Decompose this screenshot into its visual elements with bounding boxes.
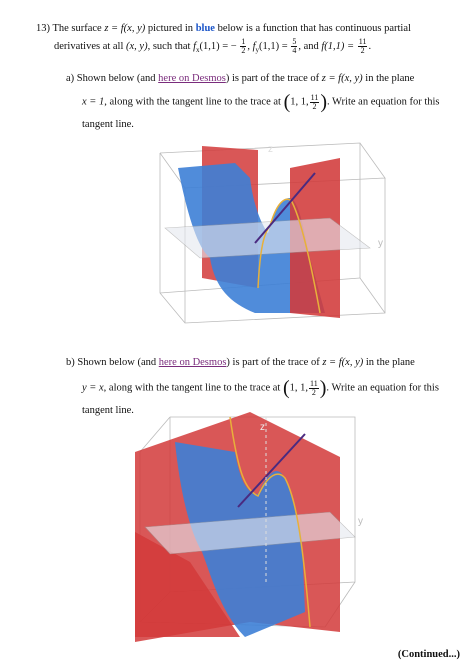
fraction (240, 38, 246, 55)
part-b-line-2 (82, 378, 439, 398)
figure-b-3d-plot (130, 412, 370, 644)
text: Shown below (and (77, 357, 157, 368)
text: . Write an equation for this (326, 382, 439, 394)
text: , such that (147, 40, 191, 52)
equation: z = f(x, y) (104, 23, 146, 34)
den: 2 (312, 101, 317, 111)
text: ) is part of the trace of (226, 357, 320, 368)
text: . Write an equation for this (327, 96, 440, 108)
fx-label: f (193, 40, 197, 52)
fx-sub: x (196, 46, 200, 54)
text: , along with the tangent line to the trace at (103, 382, 281, 394)
text: , along with the tangent line to the trace at (104, 96, 281, 108)
den: 2 (311, 387, 316, 397)
figure-a-3d-plot (140, 138, 390, 328)
y-axis-label: y (378, 238, 383, 249)
equation: z = f(x, y) (322, 357, 364, 368)
y-axis-label: y (358, 516, 363, 527)
fy-label: f (252, 40, 256, 52)
equation: z = f(x, y) (321, 73, 363, 84)
fy-sub: y (255, 46, 260, 54)
desmos-link-a[interactable]: here on Desmos (158, 73, 226, 84)
continued-label: (Continued...) (397, 649, 460, 660)
num: 5 (292, 37, 297, 46)
text: in the plane (365, 357, 415, 368)
f11: f(1,1) = (321, 40, 355, 52)
text: The surface (52, 23, 102, 34)
part-a-label: a) (66, 73, 75, 84)
part-a-line-2 (82, 92, 440, 112)
z-axis-label: z (268, 144, 273, 155)
den: 2 (360, 46, 365, 55)
problem-line-1 (36, 22, 411, 35)
num: 11 (310, 92, 319, 102)
paren: ) (320, 91, 327, 113)
point: 1, 1, (289, 382, 309, 394)
text: tangent line. (82, 119, 134, 130)
desmos-link-b[interactable]: here on Desmos (158, 357, 227, 368)
problem-line-2: derivatives at all (x, y), such that $f_x(1,1)$ = − $\frac{1}{2}$ , $f_y(1,1)$ = $\frac{5}{4}$ , and f(1,1) = $\frac{11}{2}$ . (54, 37, 372, 55)
part-a-line-1 (66, 72, 414, 85)
den: 4 (292, 46, 297, 55)
text: tangent line. (82, 405, 134, 416)
text: Shown below (and (76, 73, 156, 84)
text: in the plane (365, 73, 415, 84)
num: 1 (241, 37, 246, 46)
fraction (358, 38, 368, 55)
den: 2 (241, 46, 246, 55)
paren: ) (319, 377, 327, 399)
paren: ( (283, 91, 291, 113)
part-b-label: b) (66, 357, 75, 368)
text: pictured in (147, 23, 194, 34)
equation: (x, y) (126, 40, 148, 52)
text: ) is part of the trace of (225, 73, 320, 84)
plane-equation: y = x (82, 382, 104, 394)
fy-arg: (1,1) = (259, 40, 288, 52)
fraction (309, 380, 319, 397)
z-axis-label: z (260, 422, 265, 433)
problem-number: 13) (36, 23, 50, 34)
fraction (291, 38, 297, 55)
text: below is a function that has continuous partial (217, 23, 411, 34)
num: 11 (310, 378, 318, 388)
part-a-line-3 (82, 118, 134, 131)
fraction (310, 94, 320, 111)
blue-word: blue (195, 23, 215, 34)
text: derivatives at all (54, 40, 124, 52)
paren: ( (282, 377, 290, 399)
point: 1, 1, (290, 96, 309, 108)
text: , and (298, 40, 319, 52)
part-b-line-1 (66, 356, 415, 369)
fx-arg: (1,1) = − (199, 40, 237, 52)
plane-equation: x = 1 (82, 96, 105, 108)
num: 11 (358, 37, 367, 46)
part-b-line-3 (82, 404, 134, 417)
